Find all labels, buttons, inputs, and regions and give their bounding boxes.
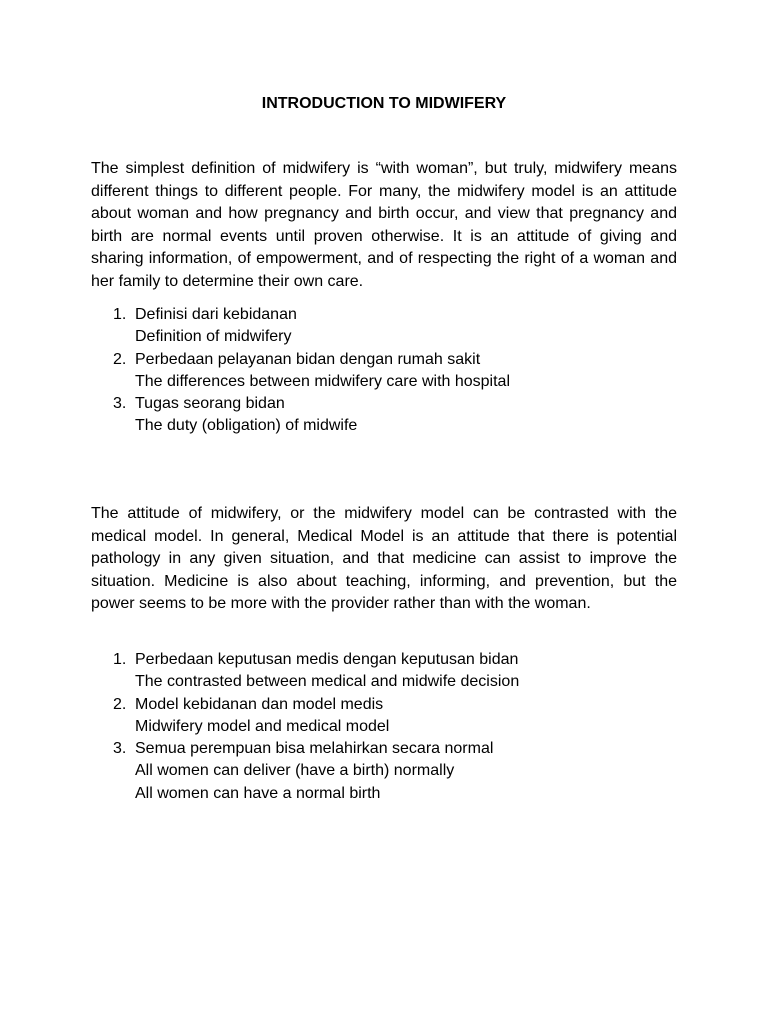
list-item-indonesian: Perbedaan pelayanan bidan dengan rumah sakit [135,350,481,368]
list-item [91,349,677,394]
list-item-indonesian: Tugas seorang bidan [135,395,285,413]
list-item-indonesian: Definisi dari kebidanan [135,306,297,323]
topic-list-1 [91,304,677,438]
list-item-indonesian: Semua perempuan bisa melahirkan secara normal [135,740,494,758]
list-item [91,738,677,805]
intro-paragraph: The simplest definition of midwifery is “with woman”, but truly, midwifery means different things to different people. For many, the midwifery model is an attitude about woman and how pregnancy and birth occur, and view that pregnancy and birth are normal events until proven otherwise. It is an attitude of giving and sharing information, of empowerment, and of respecting the right of a woman and her family to determine their own care. [91,160,677,290]
list-number: 3. [113,395,127,413]
list-number: 2. [113,350,127,368]
list-number: 3. [113,740,127,758]
list-number: 1. [113,651,127,668]
list-item-english: Definition of midwifery [135,328,292,346]
list-item [91,304,677,349]
list-item-english: Midwifery model and medical model [135,717,390,735]
list-item-english: The differences between midwifery care with hospital [135,372,510,390]
topic-list-2 [91,649,677,805]
list-item-english-alt: All women can have a normal birth [135,784,381,802]
list-item [91,649,677,694]
list-item-indonesian: Perbedaan keputusan medis dengan keputusan bidan [135,651,519,668]
list-item-indonesian: Model kebidanan dan model medis [135,695,384,713]
document-title: INTRODUCTION TO MIDWIFERY [261,95,507,112]
list-item [91,694,677,739]
list-number: 1. [113,306,127,323]
medical-model-paragraph: The attitude of midwifery, or the midwifery model can be contrasted with the medical model. In general, Medical Model is an attitude that there is potential pathology in any given situation, and that medicine can assist to improve the situation. Medicine is also about teaching, informing, and prevention, but the power seems to be more with the provider rather than with the woman. [91,505,677,612]
list-item-english: The contrasted between medical and midwife decision [135,673,520,691]
list-item [91,393,677,438]
list-item-english: All women can deliver (have a birth) normally [135,762,455,780]
list-number: 2. [113,695,127,713]
list-item-english: The duty (obligation) of midwife [135,417,358,435]
